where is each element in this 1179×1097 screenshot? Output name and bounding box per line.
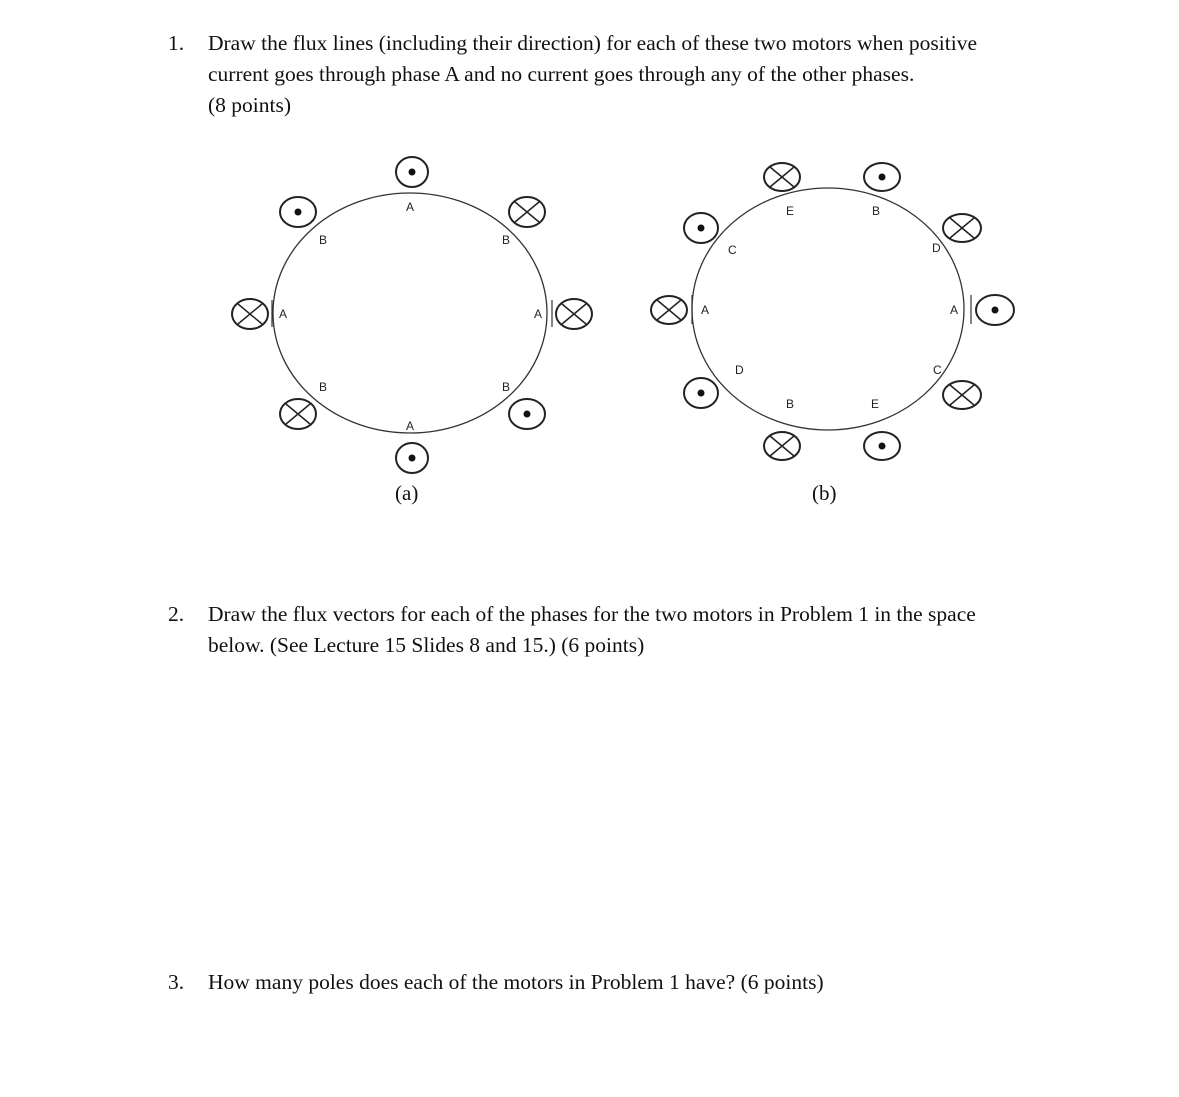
motor-b-coil-top-left-cross-icon — [764, 163, 800, 191]
motor-a-label-lower-right: B — [502, 380, 511, 394]
motor-b-label-a-right: A — [950, 303, 959, 317]
motor-a-coil-lower-right-dot-icon — [509, 399, 545, 429]
motor-a-label-upper-left: B — [319, 233, 328, 247]
motor-b-coil-upper-left-dot-icon — [684, 213, 718, 243]
question-3-number: 3. — [168, 970, 185, 994]
motor-a-caption: (a) — [395, 481, 419, 505]
motor-b-label-e-top: E — [786, 204, 795, 218]
motor-b-label-d-bottom: D — [735, 363, 744, 377]
motor-a-label-lower-left: B — [319, 380, 328, 394]
motor-a-coil-upper-left-dot-icon — [280, 197, 316, 227]
motor-b-coil-right-dot-icon — [976, 295, 1014, 325]
motor-a-label-left: A — [279, 307, 288, 321]
question-3-line-1: How many poles does each of the motors in Problem 1 have? (6 points) — [208, 970, 824, 994]
motor-a-coil-lower-left-cross-icon — [280, 399, 316, 429]
motor-b-label-b-top: B — [872, 204, 881, 218]
motor-b-coil-top-right-dot-icon — [864, 163, 900, 191]
question-2-text — [208, 599, 1068, 661]
motor-b-coil-lower-right-cross-icon — [943, 381, 981, 409]
question-1-line-1: Draw the flux lines (including their direction) for each of these two motors when positive — [208, 31, 978, 55]
motor-b-coil-upper-right-cross-icon — [943, 214, 981, 242]
motor-a — [232, 157, 592, 505]
motor-a-coil-right-cross-icon — [556, 299, 592, 329]
question-1-number: 1. — [168, 31, 185, 55]
motor-b-label-c-bottom: C — [933, 363, 942, 377]
motor-a-label-top: A — [406, 200, 415, 214]
motor-a-stator — [273, 193, 547, 433]
motor-a-label-upper-right: B — [502, 233, 511, 247]
motor-b-coil-bottom-right-dot-icon — [864, 432, 900, 460]
motor-b-label-d-top: D — [932, 241, 941, 255]
question-1-line-2: current goes through phase A and no current goes through any of the other phases. — [208, 62, 915, 86]
motor-b-label-b-bottom: B — [786, 397, 795, 411]
question-2-line-2: below. (See Lecture 15 Slides 8 and 15.) (6 points) — [208, 633, 645, 657]
motor-b-coil-bottom-left-cross-icon — [764, 432, 800, 460]
question-2-number: 2. — [168, 602, 185, 626]
motor-b-coil-lower-left-dot-icon — [684, 378, 718, 408]
motor-b-label-e-bottom: E — [871, 397, 880, 411]
motor-b-label-a-left: A — [701, 303, 710, 317]
question-3-text — [208, 967, 1068, 998]
motor-a-coil-left-cross-icon — [232, 299, 268, 329]
motor-b-label-c-top: C — [728, 243, 737, 257]
question-2-line-1: Draw the flux vectors for each of the phases for the two motors in Problem 1 in the space — [208, 602, 976, 626]
motor-b-coil-left-cross-icon — [651, 296, 687, 324]
motor-a-coil-top-dot-icon — [396, 157, 428, 187]
motor-b-stator — [692, 188, 964, 430]
motor-a-coil-bottom-dot-icon — [396, 443, 428, 473]
motor-a-coil-upper-right-cross-icon — [509, 197, 545, 227]
motor-a-label-bottom: A — [406, 419, 415, 433]
motor-b-caption: (b) — [812, 481, 837, 505]
question-1-line-3: (8 points) — [208, 93, 292, 117]
motor-a-label-right: A — [534, 307, 543, 321]
motor-b — [651, 163, 1014, 505]
